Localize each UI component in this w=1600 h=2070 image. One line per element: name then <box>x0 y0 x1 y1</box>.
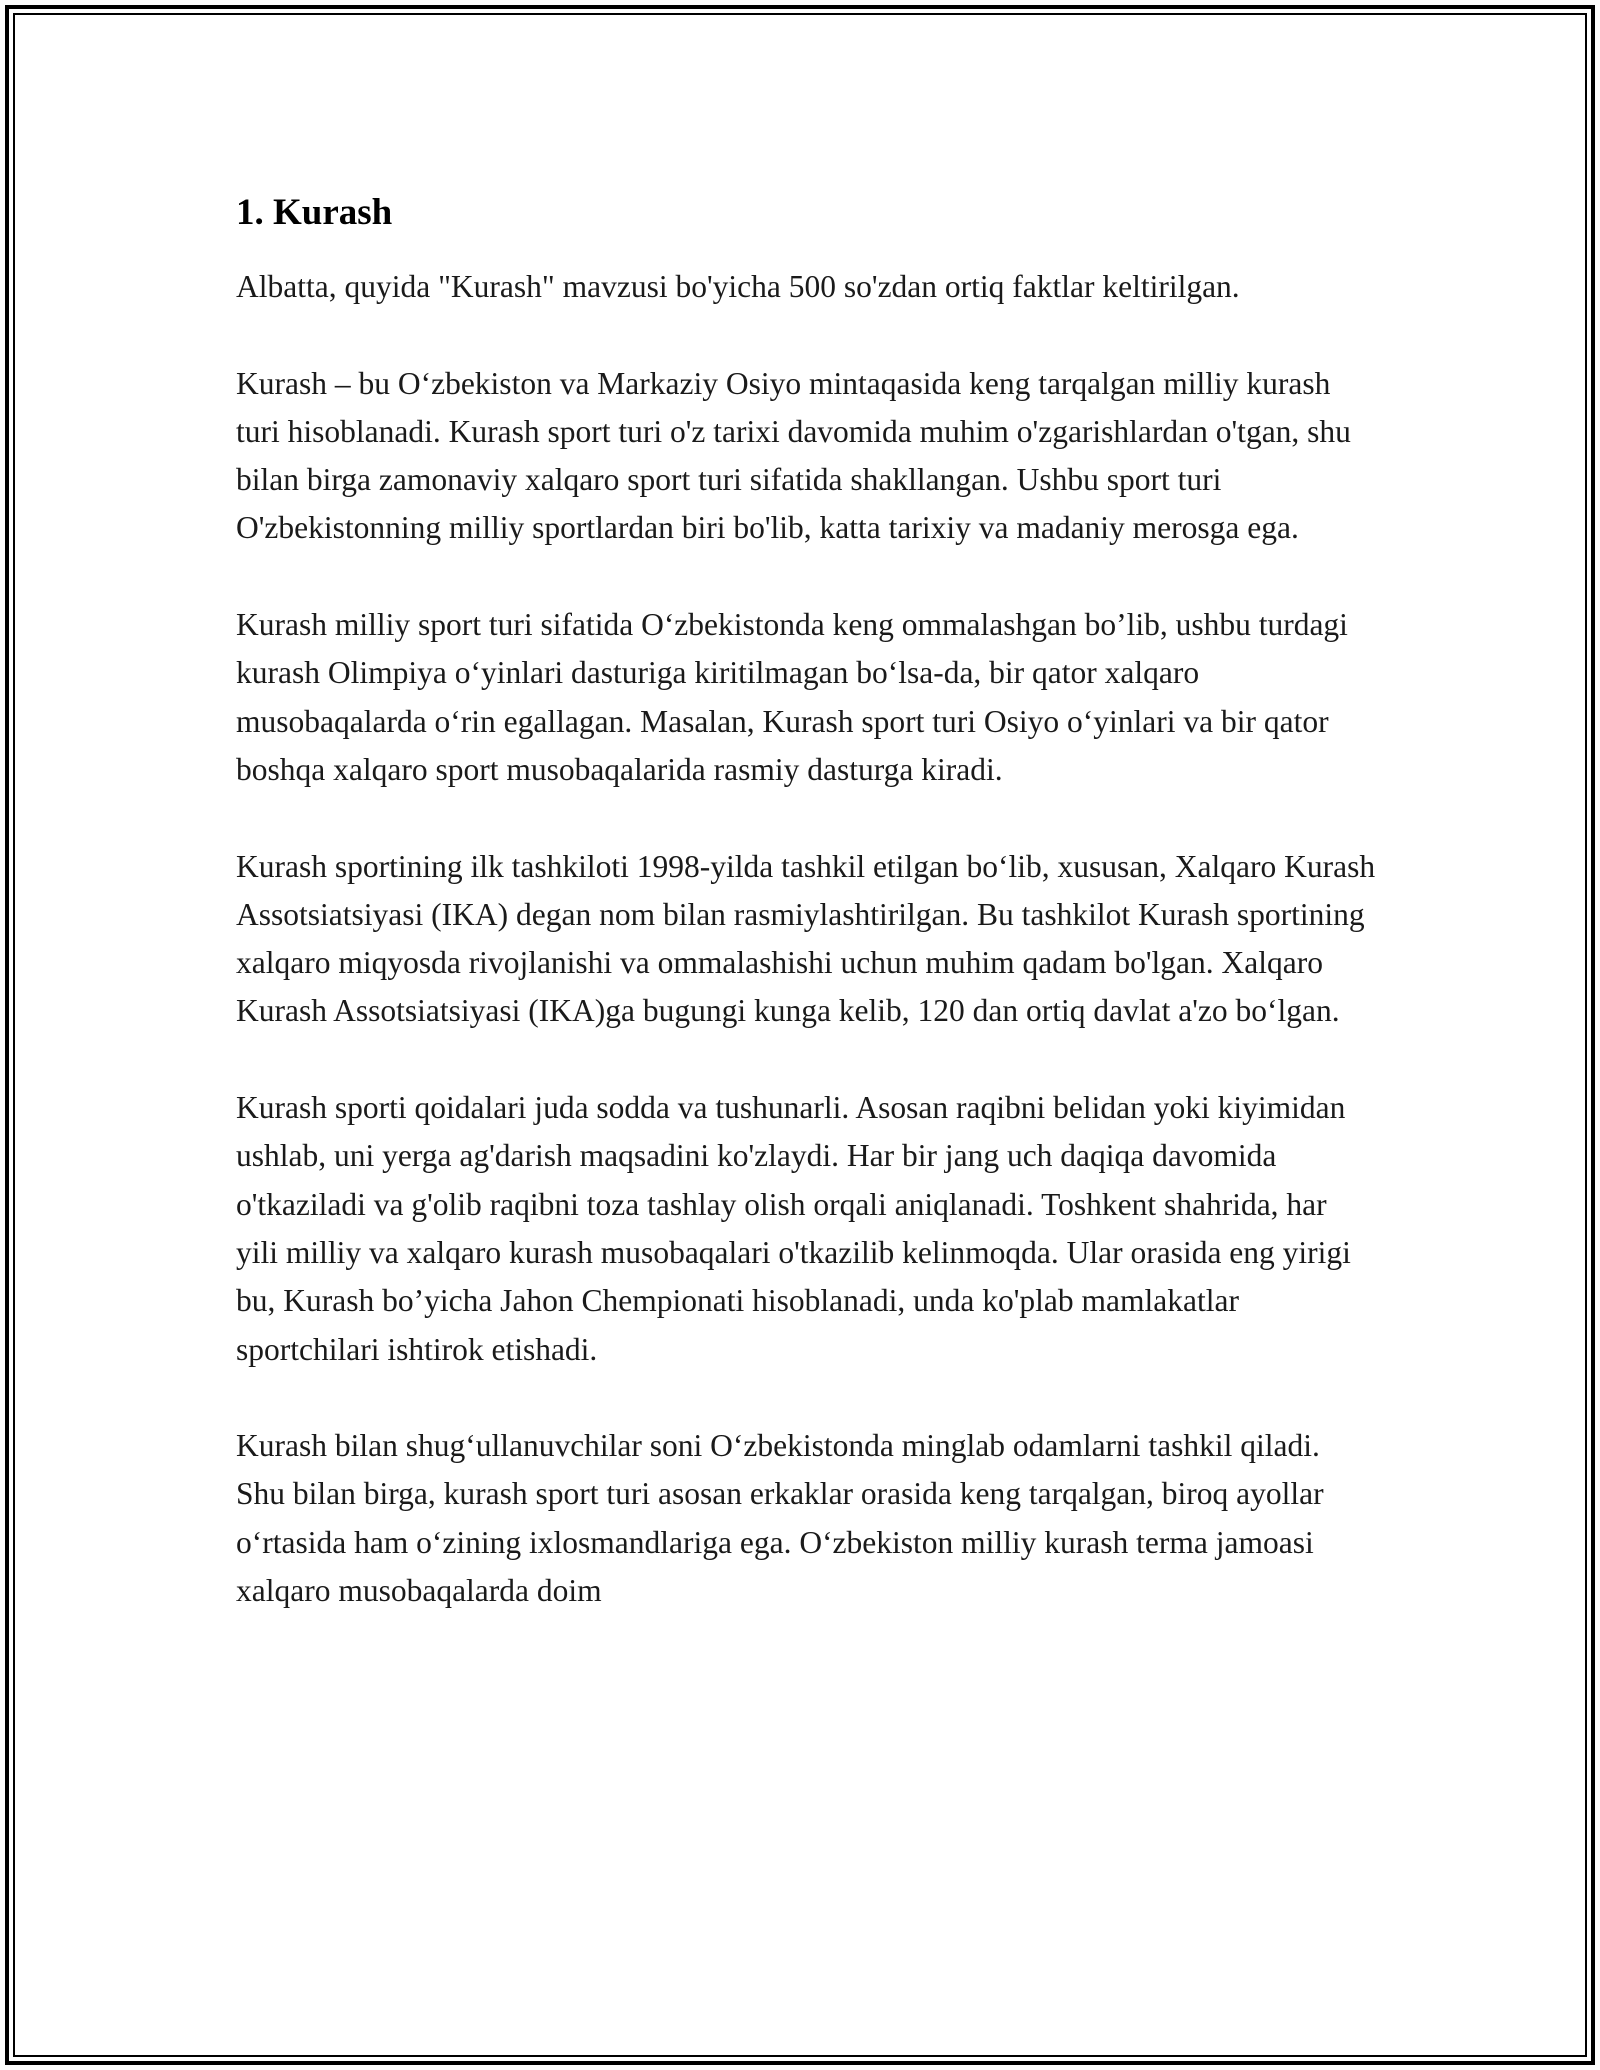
document-body <box>236 187 1376 1615</box>
paragraph-international: Kurash milliy sport turi sifatida O‘zbekistonda keng ommalashgan bo’lib, ushbu turdagi kurash Olimpiya o‘yinlari dasturiga kiritilmagan bo‘lsa-da, bir qator xalqaro musobaqalarda o‘rin egallagan. Masalan, Kurash sport turi Osiyo o‘yinlari va bir qator boshqa xalqaro sport musobaqalarida rasmiy dasturga kiradi. <box>236 607 1348 787</box>
section-heading: 1. Kurash <box>236 192 393 233</box>
paragraph-rules: Kurash sporti qoidalari juda sodda va tushunarli. Asosan raqibni belidan yoki kiyimidan ushlab, uni yerga ag'darish maqsadini ko'zlaydi. Har bir jang uch daqiqa davomida o'tkaziladi va g'olib raqibni toza tashlay olish orqali aniqlanadi. Toshkent shahrida, har yili milliy va xalqaro kurash musobaqalari o'tkazilib kelinmoqda. Ular orasida eng yirigi bu, Kurash bo’yicha Jahon Chempionati hisoblanadi, unda ko'plab mamlakatlar sportchilari ishtirok etishadi. <box>236 1090 1351 1367</box>
paragraph-participants: Kurash bilan shug‘ullanuvchilar soni O‘zbekistonda minglab odamlarni tashkil qiladi. Shu bilan birga, kurash sport turi asosan erkaklar orasida keng tarqalgan, biroq ayollar o‘rtasida ham o‘zining ixlosmandlariga ega. O‘zbekiston milliy kurash terma jamoasi xalqaro musobaqalarda doim <box>236 1428 1324 1609</box>
paragraph-intro: Albatta, quyida "Kurash" mavzusi bo'yicha 500 so'zdan ortiq faktlar keltirilgan. <box>236 269 1240 304</box>
paragraph-definition: Kurash – bu O‘zbekiston va Markaziy Osiyo mintaqasida keng tarqalgan milliy kurash turi hisoblanadi. Kurash sport turi o'z tarixi davomida muhim o'zgarishlardan o'tgan, shu bilan birga zamonaviy xalqaro sport turi sifatida shakllangan. Ushbu sport turi O'zbekistonning milliy sportlardan biri bo'lib, katta tarixiy va madaniy merosga ega. <box>236 365 1351 546</box>
paragraph-organization: Kurash sportining ilk tashkiloti 1998-yilda tashkil etilgan bo‘lib, xususan, Xalqaro Kurash Assotsiatsiyasi (IKA) degan nom bilan rasmiylashtirilgan. Bu tashkilot Kurash sportining xalqaro miqyosda rivojlanishi va ommalashishi uchun muhim qadam bo'lgan. Xalqaro Kurash Assotsiatsiyasi (IKA)ga bugungi kunga kelib, 120 dan ortiq davlat a'zo bo‘lgan. <box>236 848 1376 1029</box>
